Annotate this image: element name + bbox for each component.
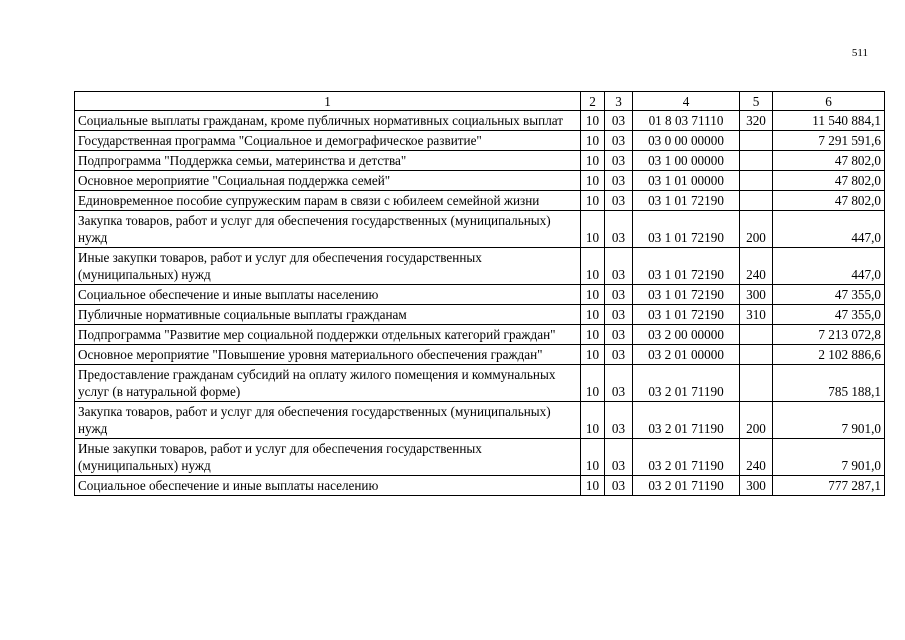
- cell-amount: 785 188,1: [773, 365, 885, 402]
- cell-section: 10: [581, 171, 605, 191]
- cell-expense-type: [740, 345, 773, 365]
- table-row: [75, 325, 885, 345]
- cell-section: 10: [581, 305, 605, 325]
- page-number: 511: [851, 47, 868, 59]
- cell-amount: 47 355,0: [773, 285, 885, 305]
- cell-expense-type: 200: [740, 402, 773, 439]
- cell-section: 10: [581, 191, 605, 211]
- cell-expense-type: 320: [740, 111, 773, 131]
- cell-expense-type: [740, 191, 773, 211]
- cell-expense-type: [740, 131, 773, 151]
- cell-target-code: 03 2 01 71190: [633, 439, 740, 476]
- cell-section: 10: [581, 111, 605, 131]
- cell-section: 10: [581, 402, 605, 439]
- cell-name: Иные закупки товаров, работ и услуг для обеспечения государственных (муниципальных) нужд: [75, 439, 581, 476]
- cell-amount: 47 355,0: [773, 305, 885, 325]
- cell-amount: 447,0: [773, 211, 885, 248]
- cell-expense-type: 310: [740, 305, 773, 325]
- cell-name: Единовременное пособие супружеским парам в связи с юбилеем семейной жизни: [75, 191, 581, 211]
- cell-name: Социальное обеспечение и иные выплаты населению: [75, 285, 581, 305]
- cell-expense-type: 200: [740, 211, 773, 248]
- cell-amount: 47 802,0: [773, 191, 885, 211]
- cell-name: Основное мероприятие "Повышение уровня материального обеспечения граждан": [75, 345, 581, 365]
- table-row: [75, 191, 885, 211]
- cell-section: 10: [581, 211, 605, 248]
- cell-name: Подпрограмма "Поддержка семьи, материнства и детства": [75, 151, 581, 171]
- cell-subsection: 03: [605, 305, 633, 325]
- cell-expense-type: 300: [740, 476, 773, 496]
- cell-subsection: 03: [605, 248, 633, 285]
- cell-expense-type: [740, 151, 773, 171]
- cell-name: Публичные нормативные социальные выплаты гражданам: [75, 305, 581, 325]
- cell-amount: 11 540 884,1: [773, 111, 885, 131]
- table-row: [75, 131, 885, 151]
- table-row: [75, 111, 885, 131]
- header-cell-vr: 5: [740, 92, 773, 111]
- table-row: [75, 211, 885, 248]
- cell-expense-type: 240: [740, 248, 773, 285]
- table-row: [75, 285, 885, 305]
- header-cell-pr: 3: [605, 92, 633, 111]
- cell-target-code: 03 1 01 72190: [633, 211, 740, 248]
- cell-name: Предоставление гражданам субсидий на оплату жилого помещения и коммунальных услуг (в натуральной форме): [75, 365, 581, 402]
- header-cell-csr: 4: [633, 92, 740, 111]
- cell-section: 10: [581, 345, 605, 365]
- cell-section: 10: [581, 131, 605, 151]
- table-row: [75, 305, 885, 325]
- cell-target-code: 03 1 01 72190: [633, 285, 740, 305]
- cell-subsection: 03: [605, 171, 633, 191]
- cell-expense-type: [740, 171, 773, 191]
- cell-amount: 7 901,0: [773, 402, 885, 439]
- cell-subsection: 03: [605, 151, 633, 171]
- cell-target-code: 03 2 01 00000: [633, 345, 740, 365]
- table-row: [75, 402, 885, 439]
- cell-amount: 7 291 591,6: [773, 131, 885, 151]
- cell-subsection: 03: [605, 191, 633, 211]
- cell-section: 10: [581, 365, 605, 402]
- cell-target-code: 03 2 01 71190: [633, 365, 740, 402]
- table-row: [75, 439, 885, 476]
- cell-name: Основное мероприятие "Социальная поддержка семей": [75, 171, 581, 191]
- table-row: [75, 365, 885, 402]
- cell-name: Иные закупки товаров, работ и услуг для обеспечения государственных (муниципальных) нужд: [75, 248, 581, 285]
- cell-target-code: 03 2 00 00000: [633, 325, 740, 345]
- cell-amount: 777 287,1: [773, 476, 885, 496]
- cell-name: Государственная программа "Социальное и демографическое развитие": [75, 131, 581, 151]
- cell-amount: 47 802,0: [773, 151, 885, 171]
- cell-target-code: 03 2 01 71190: [633, 476, 740, 496]
- cell-expense-type: 240: [740, 439, 773, 476]
- cell-name: Социальное обеспечение и иные выплаты населению: [75, 476, 581, 496]
- cell-subsection: 03: [605, 285, 633, 305]
- cell-subsection: 03: [605, 325, 633, 345]
- cell-target-code: 03 1 01 72190: [633, 248, 740, 285]
- cell-subsection: 03: [605, 211, 633, 248]
- table-row: [75, 476, 885, 496]
- cell-target-code: 01 8 03 71110: [633, 111, 740, 131]
- cell-expense-type: [740, 325, 773, 345]
- cell-expense-type: [740, 365, 773, 402]
- cell-name: Подпрограмма "Развитие мер социальной поддержки отдельных категорий граждан": [75, 325, 581, 345]
- cell-target-code: 03 0 00 00000: [633, 131, 740, 151]
- cell-target-code: 03 1 00 00000: [633, 151, 740, 171]
- cell-subsection: 03: [605, 111, 633, 131]
- header-cell-rz: 2: [581, 92, 605, 111]
- cell-name: Социальные выплаты гражданам, кроме публичных нормативных социальных выплат: [75, 111, 581, 131]
- cell-target-code: 03 1 01 72190: [633, 305, 740, 325]
- cell-expense-type: 300: [740, 285, 773, 305]
- table-row: [75, 151, 885, 171]
- cell-section: 10: [581, 476, 605, 496]
- cell-amount: 2 102 886,6: [773, 345, 885, 365]
- cell-name: Закупка товаров, работ и услуг для обеспечения государственных (муниципальных) нужд: [75, 402, 581, 439]
- cell-section: 10: [581, 151, 605, 171]
- cell-subsection: 03: [605, 439, 633, 476]
- header-row: [75, 92, 885, 111]
- cell-target-code: 03 2 01 71190: [633, 402, 740, 439]
- budget-table: [74, 91, 885, 496]
- cell-subsection: 03: [605, 476, 633, 496]
- cell-amount: 7 901,0: [773, 439, 885, 476]
- cell-amount: 7 213 072,8: [773, 325, 885, 345]
- table-row: [75, 345, 885, 365]
- cell-target-code: 03 1 01 00000: [633, 171, 740, 191]
- cell-section: 10: [581, 285, 605, 305]
- header-cell-sum: 6: [773, 92, 885, 111]
- cell-section: 10: [581, 325, 605, 345]
- cell-subsection: 03: [605, 131, 633, 151]
- cell-name: Закупка товаров, работ и услуг для обеспечения государственных (муниципальных) нужд: [75, 211, 581, 248]
- cell-amount: 47 802,0: [773, 171, 885, 191]
- table-row: [75, 248, 885, 285]
- cell-subsection: 03: [605, 345, 633, 365]
- cell-section: 10: [581, 439, 605, 476]
- cell-subsection: 03: [605, 365, 633, 402]
- cell-target-code: 03 1 01 72190: [633, 191, 740, 211]
- table-row: [75, 171, 885, 191]
- cell-section: 10: [581, 248, 605, 285]
- cell-subsection: 03: [605, 402, 633, 439]
- header-cell-name: 1: [75, 92, 581, 111]
- cell-amount: 447,0: [773, 248, 885, 285]
